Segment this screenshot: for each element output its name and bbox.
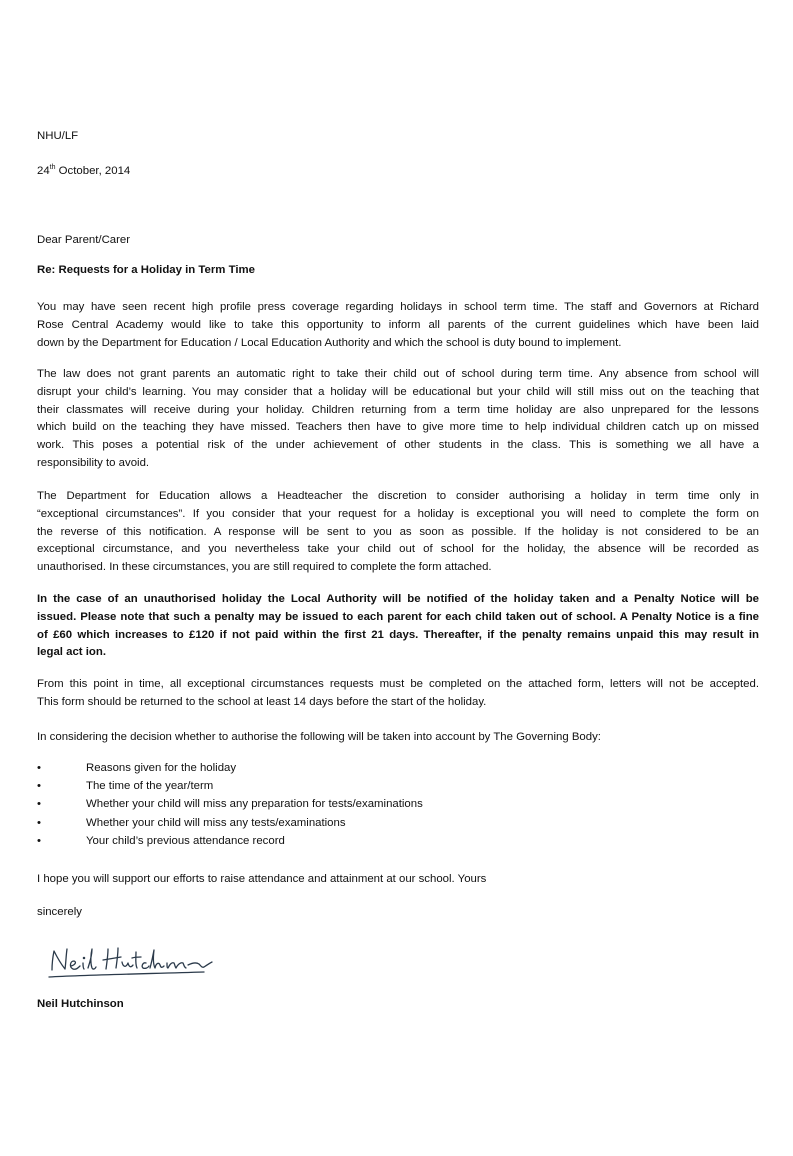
handwritten-signature <box>46 944 218 982</box>
paragraph-line: The law does not grant parents an automatic right to take their child out of school during term time. Any absence from school will <box>37 368 759 380</box>
paragraph-penalty-notice <box>37 591 759 662</box>
paragraph-line: In the case of an unauthorised holiday the Local Authority will be notified of the holiday taken and a Penalty Notice will be <box>37 593 759 605</box>
bullet-symbol: • <box>37 798 41 811</box>
paragraph-line: “exceptional circumstances”. If you consider that your request for a holiday is exceptional you will need to complete the form on <box>37 507 759 520</box>
letter-date <box>37 163 130 181</box>
signer-name: Neil Hutchinson <box>37 998 124 1010</box>
list-item <box>37 832 423 850</box>
paragraph-line: exceptional circumstance, and you nevertheless take your child out of school for the holiday, the absence will be recorded as <box>37 543 759 556</box>
paragraph-line: The Department for Education allows a Headteacher the discretion to consider authorising a holiday in term time only in <box>37 490 759 502</box>
considerations-list <box>37 759 423 850</box>
paragraph-line: From this point in time, all exceptional circumstances requests must be completed on the attached form, letters will not be accepted. <box>37 678 759 690</box>
paragraph-line: legal act ion. <box>37 646 106 659</box>
bullet-symbol: • <box>37 762 41 774</box>
letter-reference: NHU/LF <box>37 130 79 142</box>
date-day: 24 <box>37 165 50 177</box>
paragraph-line: the reverse of this notification. A response will be sent to you as soon as possible. If the holiday is not considered to be an <box>37 525 759 538</box>
bullet-symbol: • <box>37 780 41 793</box>
paragraph-line: responsibility to avoid. <box>37 456 150 469</box>
paragraph-the-law <box>37 366 759 473</box>
list-item-text: Whether your child will miss any tests/examinations <box>86 816 346 829</box>
paragraph-press-coverage <box>37 299 759 352</box>
salutation: Dear Parent/Carer <box>37 234 131 246</box>
paragraph-line: You may have seen recent high profile press coverage regarding holidays in school term time. The staff and Governors at Richard <box>37 301 759 313</box>
list-item-text: Reasons given for the holiday <box>86 762 237 774</box>
bullet-symbol: • <box>37 834 41 847</box>
paragraph-line: unauthorised. In these circumstances, you are still required to complete the form attached. <box>37 561 492 574</box>
bullet-symbol: • <box>37 816 41 829</box>
list-item <box>37 795 423 813</box>
list-item <box>37 814 423 832</box>
subject-line: Re: Requests for a Holiday in Term Time <box>37 264 255 276</box>
paragraph-line: Rose Central Academy would like to take this opportunity to inform all parents of the current guidelines which have been laid <box>37 318 759 331</box>
paragraph-governing-body: In considering the decision whether to authorise the following will be taken into account by The Governing Body: <box>37 731 601 743</box>
list-item-text: Whether your child will miss any preparation for tests/examinations <box>86 798 423 811</box>
list-item <box>37 759 423 777</box>
list-item <box>37 777 423 795</box>
paragraph-line: disrupt your child’s learning. You may consider that a holiday will be educational but your child will still miss out on the teaching that <box>37 385 759 398</box>
list-item-text: The time of the year/term <box>86 780 214 793</box>
list-item-text: Your child’s previous attendance record <box>86 834 285 847</box>
paragraph-form-requirement <box>37 676 759 712</box>
paragraph-line: of £60 which increases to £120 if not paid within the first 21 days. Thereafter, if the penalty remains unpaid this may result in <box>37 628 759 641</box>
paragraph-line: work. This poses a potential risk of the under achievement of other students in the class. This is something we all have a <box>37 439 759 452</box>
closing-line: I hope you will support our efforts to raise attendance and attainment at our school. Yours <box>37 873 487 885</box>
paragraph-line: down by the Department for Education / Local Education Authority and which the school is duty bound to implement. <box>37 336 622 349</box>
date-rest: October, 2014 <box>55 165 131 177</box>
paragraph-line: This form should be returned to the school at least 14 days before the start of the holiday. <box>37 695 487 708</box>
paragraph-line: which build on the teaching they have missed. Teachers then have to give more time to help individual children catch up on missed <box>37 421 759 434</box>
paragraph-line: issued. Please note that such a penalty may be issued to each parent for each child taken out of school. A Penalty Notice is a fine <box>37 610 759 623</box>
date-suffix: th <box>49 164 56 172</box>
closing-word: sincerely <box>37 906 82 918</box>
paragraph-exceptional-circumstances <box>37 488 759 577</box>
paragraph-line: their classmates will receive during your holiday. Children returning from a term time holiday are also unprepared for the lessons <box>37 403 759 416</box>
